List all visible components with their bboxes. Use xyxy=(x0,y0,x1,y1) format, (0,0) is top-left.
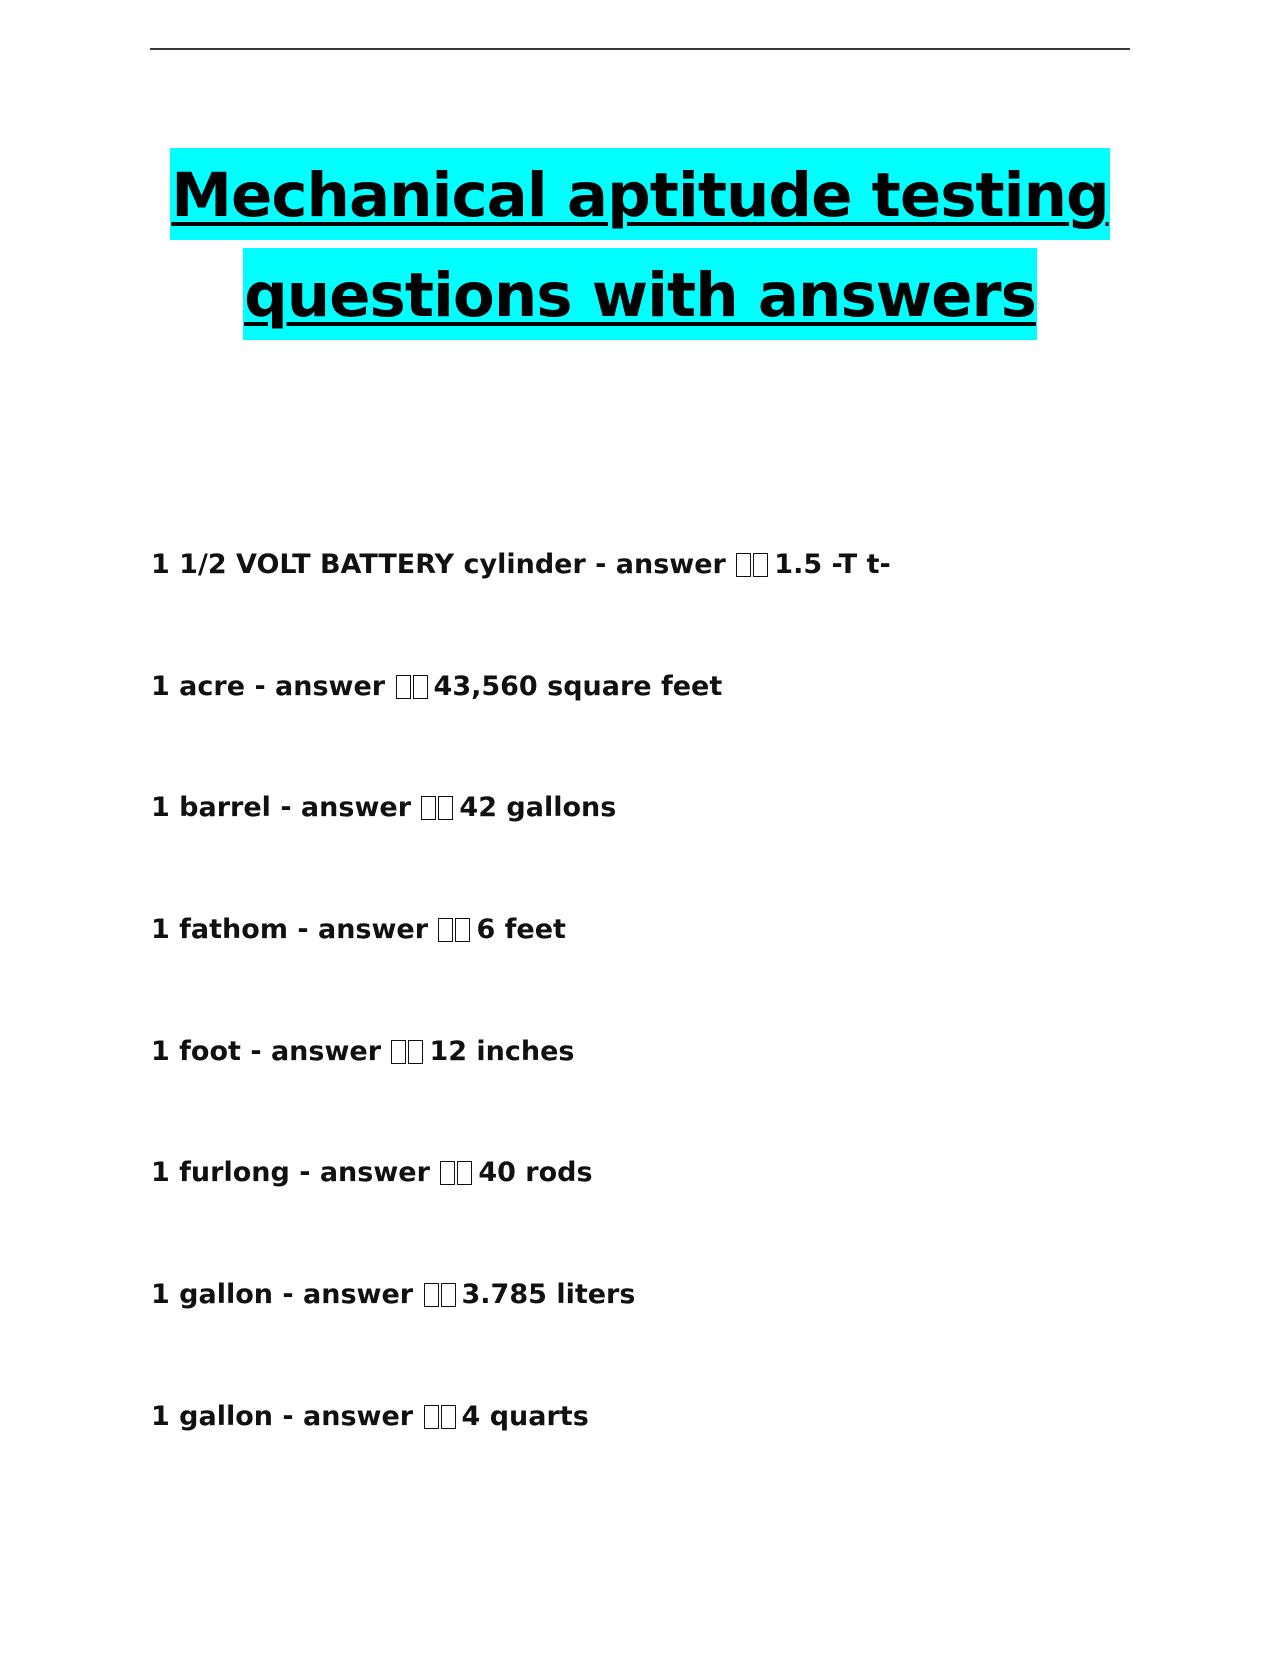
missing-glyph-icon xyxy=(440,1160,477,1188)
qa-question: 1 foot - answer xyxy=(151,1035,391,1067)
qa-item xyxy=(151,1400,1131,1522)
qa-question: 1 gallon - answer xyxy=(151,1400,423,1432)
qa-question: 1 fathom - answer xyxy=(151,914,438,946)
title-line-1: Mechanical aptitude testing xyxy=(170,148,1109,240)
missing-glyph-icon xyxy=(438,917,475,945)
qa-item xyxy=(151,1156,1131,1278)
missing-glyph-icon xyxy=(736,552,773,580)
qa-question: 1 furlong - answer xyxy=(151,1157,440,1189)
qa-answer: 6 feet xyxy=(476,914,566,946)
qa-answer: 12 inches xyxy=(429,1035,575,1067)
qa-answer: 4 quarts xyxy=(461,1400,589,1432)
missing-glyph-icon xyxy=(424,1404,461,1432)
qa-item xyxy=(151,548,1131,670)
title-line-2: questions with answers xyxy=(243,248,1037,340)
qa-item xyxy=(151,670,1131,792)
qa-item xyxy=(151,791,1131,913)
document-title xyxy=(150,148,1130,340)
qa-question: 1 1/2 VOLT BATTERY cylinder - answer xyxy=(151,549,736,580)
missing-glyph-icon xyxy=(391,1039,428,1067)
qa-answer: 42 gallons xyxy=(459,792,617,824)
qa-question: 1 barrel - answer xyxy=(151,792,421,824)
qa-item xyxy=(151,1035,1131,1157)
qa-item xyxy=(151,913,1131,1035)
qa-answer: 43,560 square feet xyxy=(433,670,723,702)
header-rule xyxy=(150,48,1130,50)
qa-item xyxy=(151,1278,1131,1400)
missing-glyph-icon xyxy=(424,1282,461,1310)
qa-list xyxy=(151,548,1131,1522)
qa-question: 1 acre - answer xyxy=(151,670,395,702)
missing-glyph-icon xyxy=(396,674,433,702)
qa-answer: 1.5 -T t- xyxy=(774,549,891,580)
missing-glyph-icon xyxy=(421,795,458,823)
qa-answer: 3.785 liters xyxy=(461,1279,636,1311)
qa-answer: 40 rods xyxy=(478,1157,593,1189)
qa-question: 1 gallon - answer xyxy=(151,1279,423,1311)
